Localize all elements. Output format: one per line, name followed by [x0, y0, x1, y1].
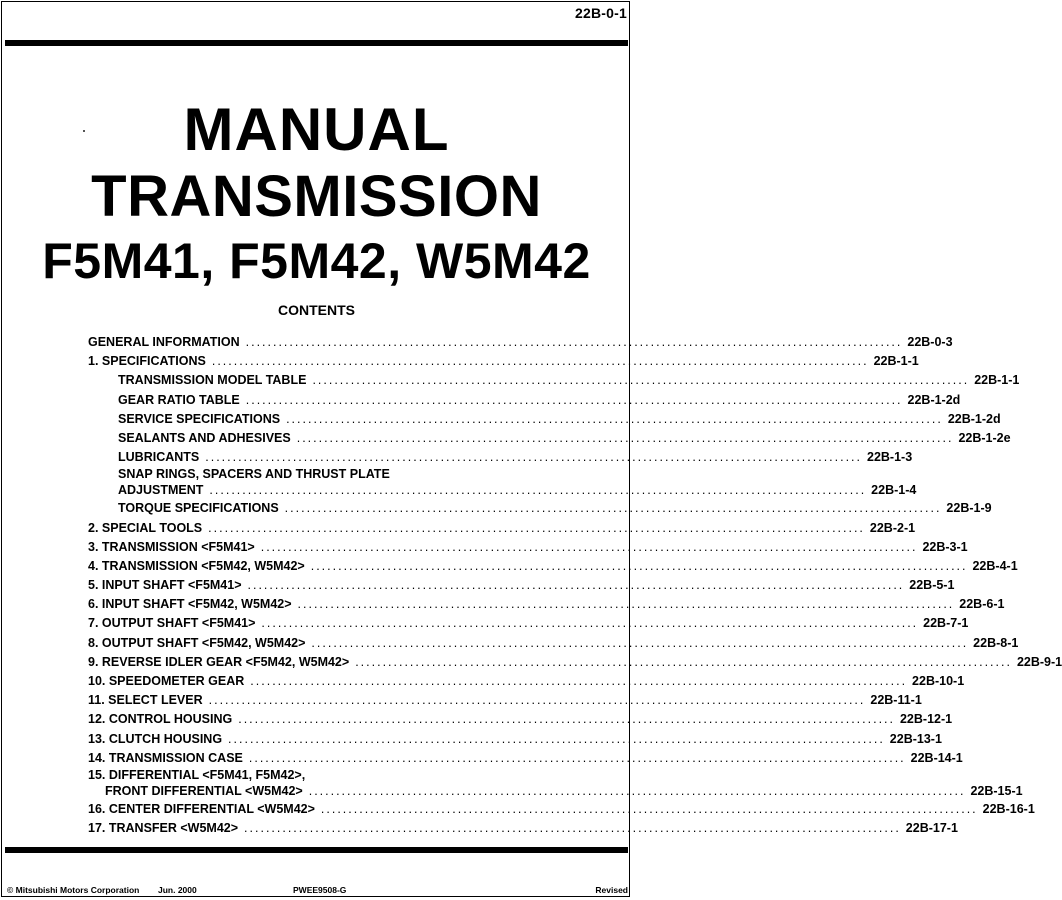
- leader-dots: ........................................................................................................................: [228, 731, 885, 746]
- toc-page: 22B-12-1: [899, 712, 953, 727]
- leader-dots: ........................................................................................................................: [250, 674, 908, 688]
- leader-dots: ........................................................................................................................: [297, 597, 955, 612]
- toc-entry[interactable]: [88, 429, 1011, 448]
- toc-label: 1. SPECIFICATIONS: [88, 354, 206, 369]
- toc-label: SEALANTS AND ADHESIVES: [118, 430, 291, 445]
- leader-dots: ........................................................................................................................: [308, 783, 966, 798]
- toc-page: 22B-17-1: [905, 821, 958, 836]
- toc-page: 22B-7-1: [923, 616, 969, 631]
- footer-date: Jun. 2000: [158, 885, 197, 895]
- toc-entry[interactable]: [88, 576, 955, 595]
- page-number: 22B-0-1: [575, 5, 627, 21]
- toc-entry[interactable]: [88, 410, 1001, 429]
- toc-entry[interactable]: [88, 749, 963, 768]
- toc-entry[interactable]: [88, 634, 1019, 653]
- leader-dots: ........................................................................................................................: [310, 558, 968, 573]
- toc-label: 12. CONTROL HOUSING: [88, 712, 233, 727]
- toc-page: 22B-15-1: [970, 783, 1023, 798]
- toc-page: 22B-1-2d: [947, 411, 1001, 426]
- toc-label: 7. OUTPUT SHAFT <F5M41>: [88, 616, 256, 631]
- leader-dots: ........................................................................................................................: [320, 801, 978, 816]
- toc-label: 13. CLUTCH HOUSING: [88, 731, 223, 746]
- toc-page: 22B-1-2d: [907, 392, 961, 407]
- footer-copyright: © Mitsubishi Motors Corporation: [7, 885, 140, 895]
- toc-page: 22B-8-1: [973, 635, 1019, 650]
- toc-page: 22B-9-1: [1016, 654, 1062, 669]
- toc-label: 10. SPEEDOMETER GEAR: [88, 674, 245, 688]
- toc-page: 22B-1-1: [873, 354, 919, 369]
- toc-page: 22B-0-3: [907, 335, 953, 349]
- leader-dots: ........................................................................................................................: [286, 411, 943, 426]
- leader-dots: ........................................................................................................................: [260, 539, 918, 554]
- toc-label: 4. TRANSMISSION <F5M42, W5M42>: [88, 558, 305, 573]
- toc-entry[interactable]: [88, 800, 1035, 819]
- toc-label: 15. DIFFERENTIAL <F5M41, F5M42>,: [88, 767, 306, 782]
- title-line-2: TRANSMISSION: [91, 164, 542, 229]
- toc-entry[interactable]: [88, 614, 969, 633]
- toc-label: SNAP RINGS, SPACERS AND THRUST PLATE: [118, 467, 390, 482]
- toc-entry[interactable]: [88, 710, 953, 729]
- toc-label: 6. INPUT SHAFT <F5M42, W5M42>: [88, 597, 292, 612]
- toc-entry[interactable]: [88, 595, 1005, 614]
- toc-page: 22B-10-1: [912, 674, 965, 688]
- toc-label-continued: FRONT DIFFERENTIAL <W5M42>: [105, 783, 303, 798]
- toc-entry[interactable]: [88, 333, 953, 352]
- toc-label-continued: ADJUSTMENT: [118, 483, 204, 498]
- toc-entry[interactable]: [88, 767, 1023, 800]
- toc-entry[interactable]: [88, 448, 913, 467]
- leader-dots: ........................................................................................................................: [208, 693, 866, 708]
- leader-dots: ........................................................................................................................: [205, 450, 862, 465]
- toc-page: 22B-5-1: [909, 578, 955, 593]
- toc-label: 5. INPUT SHAFT <F5M41>: [88, 578, 242, 593]
- toc-label: 8. OUTPUT SHAFT <F5M42, W5M42>: [88, 635, 306, 650]
- toc-label: GEAR RATIO TABLE: [118, 392, 240, 407]
- toc-label: 2. SPECIAL TOOLS: [88, 520, 203, 535]
- toc-entry[interactable]: [88, 499, 992, 518]
- toc-entry[interactable]: [88, 538, 968, 557]
- toc-page: 22B-1-9: [946, 501, 992, 516]
- toc-label: 3. TRANSMISSION <F5M41>: [88, 539, 255, 554]
- toc-label: SERVICE SPECIFICATIONS: [118, 411, 281, 426]
- toc-label: 17. TRANSFER <W5M42>: [88, 821, 239, 836]
- toc-page: 22B-3-1: [922, 539, 968, 554]
- toc-entry[interactable]: [88, 371, 1020, 390]
- toc-entry[interactable]: [88, 691, 922, 710]
- leader-dots: ........................................................................................................................: [311, 635, 969, 650]
- contents-heading: CONTENTS: [278, 302, 355, 318]
- leader-dots: ........................................................................................................................: [244, 821, 901, 836]
- toc-label: TRANSMISSION MODEL TABLE: [118, 373, 307, 388]
- toc-label: 9. REVERSE IDLER GEAR <F5M42, W5M42>: [88, 654, 350, 669]
- toc-entry[interactable]: [88, 730, 942, 749]
- toc-page: 22B-16-1: [982, 801, 1035, 816]
- title-line-3: F5M41, F5M42, W5M42: [42, 233, 591, 289]
- table-of-contents: [88, 333, 1062, 838]
- toc-entry[interactable]: [88, 519, 916, 538]
- bottom-rule: [5, 847, 628, 853]
- toc-entry[interactable]: [88, 672, 965, 691]
- leader-dots: ........................................................................................................................: [208, 520, 865, 535]
- toc-page: 22B-2-1: [869, 520, 916, 535]
- toc-entry[interactable]: [88, 557, 1018, 576]
- toc-page: 22B-14-1: [910, 750, 963, 765]
- leader-dots: ........................................................................................................................: [284, 501, 942, 516]
- toc-page: 22B-1-4: [871, 483, 917, 498]
- toc-page: 22B-6-1: [959, 597, 1005, 612]
- leader-dots: ........................................................................................................................: [245, 335, 903, 349]
- toc-page: 22B-13-1: [889, 731, 942, 746]
- toc-entry[interactable]: [88, 819, 958, 838]
- toc-entry[interactable]: [88, 653, 1062, 672]
- leader-dots: ........................................................................................................................: [355, 654, 1012, 669]
- toc-label: GENERAL INFORMATION: [88, 335, 240, 349]
- toc-page: 22B-1-2e: [958, 430, 1011, 445]
- leader-dots: ........................................................................................................................: [261, 616, 919, 631]
- leader-dots: ........................................................................................................................: [211, 354, 869, 369]
- leader-dots: ........................................................................................................................: [312, 373, 970, 388]
- leader-dots: ........................................................................................................................: [248, 750, 906, 765]
- leader-dots: ........................................................................................................................: [209, 483, 867, 498]
- footer-publication-code: PWEE9508-G: [293, 885, 347, 895]
- toc-label: 14. TRANSMISSION CASE: [88, 750, 243, 765]
- leader-dots: ........................................................................................................................: [238, 712, 895, 727]
- footer-revision-status: Revised: [595, 885, 628, 895]
- toc-page: 22B-1-3: [867, 450, 913, 465]
- toc-label: 11. SELECT LEVER: [88, 693, 203, 708]
- toc-page: 22B-11-1: [870, 693, 922, 708]
- toc-entry[interactable]: [88, 391, 961, 410]
- leader-dots: ........................................................................................................................: [247, 578, 905, 593]
- toc-label: 16. CENTER DIFFERENTIAL <W5M42>: [88, 801, 315, 816]
- toc-page: 22B-4-1: [972, 558, 1018, 573]
- top-rule: [5, 40, 628, 46]
- toc-entry[interactable]: [88, 467, 917, 499]
- toc-label: LUBRICANTS: [118, 450, 200, 465]
- toc-label: TORQUE SPECIFICATIONS: [118, 501, 279, 516]
- title-line-1: MANUAL: [183, 96, 450, 163]
- toc-entry[interactable]: [88, 352, 919, 371]
- toc-page: 22B-1-1: [974, 373, 1020, 388]
- leader-dots: ........................................................................................................................: [245, 392, 903, 407]
- leader-dots: ........................................................................................................................: [296, 430, 954, 445]
